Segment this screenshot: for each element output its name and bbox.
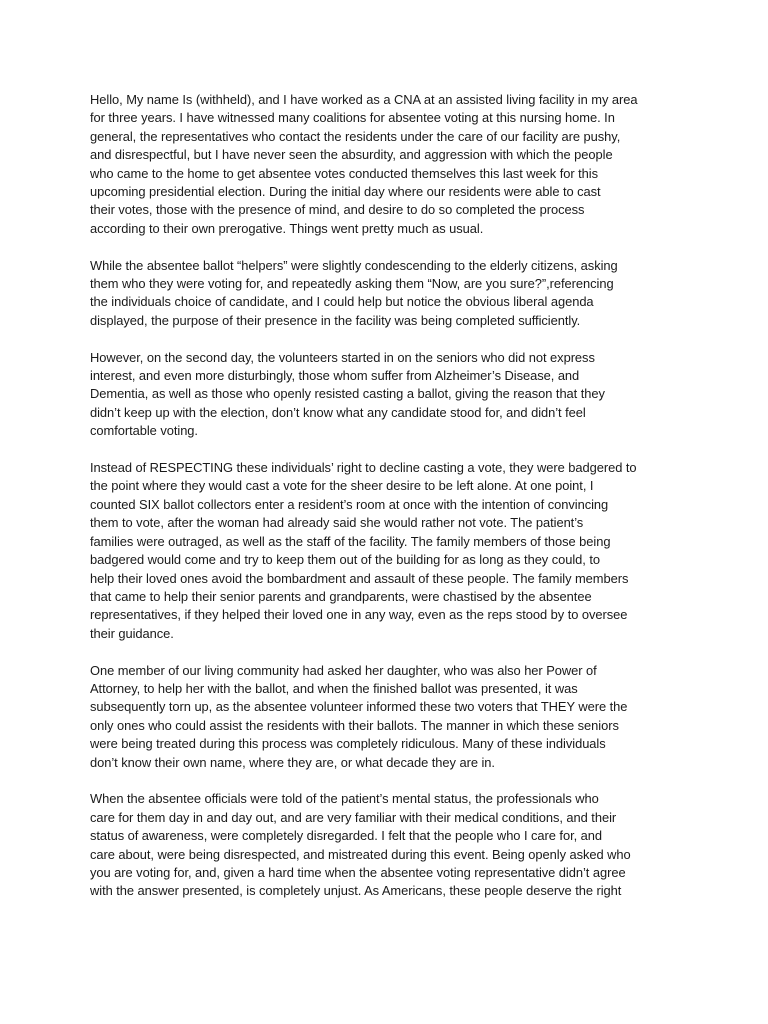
document-body — [90, 91, 685, 919]
paragraph — [90, 349, 685, 441]
text-line: their votes, those with the presence of mind, and desire to do so completed the process — [90, 202, 585, 218]
text-line: didn’t keep up with the election, don’t know what any candidate stood for, and didn’t feel — [90, 404, 586, 420]
text-line: help their loved ones avoid the bombardment and assault of these people. The family members — [90, 570, 629, 586]
text-line: general, the representatives who contact the residents under the care of our facility are pushy, — [90, 128, 621, 144]
text-line: upcoming presidential election. During the initial day where our residents were able to cast — [90, 184, 601, 200]
text-line: their guidance. — [90, 625, 174, 641]
text-line: the individuals choice of candidate, and I could help but notice the obvious liberal agenda — [90, 294, 594, 310]
text-line: comfortable voting. — [90, 423, 198, 439]
text-line: When the absentee officials were told of the patient’s mental status, the professionals who — [90, 791, 599, 807]
paragraph — [90, 257, 685, 331]
text-line: While the absentee ballot “helpers” were slightly condescending to the elderly citizens, asking — [90, 257, 618, 273]
text-line: One member of our living community had asked her daughter, who was also her Power of — [90, 662, 597, 678]
text-line: according to their own prerogative. Things went pretty much as usual. — [90, 220, 484, 236]
text-line: who came to the home to get absentee votes conducted themselves this last week for this — [90, 165, 598, 181]
text-line: displayed, the purpose of their presence in the facility was being completed sufficiently. — [90, 312, 581, 328]
text-line: Hello, My name Is (withheld), and I have worked as a CNA at an assisted living facility in my area — [90, 92, 638, 107]
text-line: that came to help their senior parents and grandparents, were chastised by the absentee — [90, 588, 592, 604]
text-line: them to vote, after the woman had already said she would rather not vote. The patient’s — [90, 515, 584, 531]
text-line: Instead of RESPECTING these individuals’ right to decline casting a vote, they were badgered to — [90, 460, 637, 476]
text-line: care about, were being disrespected, and mistreated during this event. Being openly asked who — [90, 846, 631, 862]
text-line: However, on the second day, the volunteers started in on the seniors who did not express — [90, 349, 595, 365]
text-line: the point where they would cast a vote for the sheer desire to be left alone. At one point, I — [90, 478, 594, 494]
text-line: them who they were voting for, and repeatedly asking them “Now, are you sure?”,referencing — [90, 276, 614, 292]
text-line: were being treated during this process was completely ridiculous. Many of these individuals — [90, 736, 606, 752]
text-line: badgered would come and try to keep them out of the building for as long as they could, to — [90, 552, 601, 568]
paragraph — [90, 459, 685, 643]
text-line: subsequently torn up, as the absentee volunteer informed these two voters that THEY were the — [90, 699, 628, 715]
text-line: families were outraged, as well as the staff of the facility. The family members of those being — [90, 533, 611, 549]
text-line: care for them day in and day out, and are very familiar with their medical conditions, and their — [90, 809, 617, 825]
text-line: you are voting for, and, given a hard time when the absentee voting representative didn’t agree — [90, 864, 626, 880]
text-line: status of awareness, were completely disregarded. I felt that the people who I care for, and — [90, 828, 603, 844]
text-line: for three years. I have witnessed many coalitions for absentee voting at this nursing home. In — [90, 110, 615, 126]
text-line: interest, and even more disturbingly, those whom suffer from Alzheimer’s Disease, and — [90, 368, 580, 384]
text-line: Dementia, as well as those who openly resisted casting a ballot, giving the reason that they — [90, 386, 605, 402]
text-line: and disrespectful, but I have never seen the absurdity, and aggression with which the people — [90, 147, 613, 163]
paragraph — [90, 662, 685, 772]
paragraph — [90, 790, 685, 900]
text-line: representatives, if they helped their loved one in any way, even as the reps stood by to oversee — [90, 607, 628, 623]
text-line: Attorney, to help her with the ballot, and when the finished ballot was presented, it was — [90, 680, 578, 696]
text-line: with the answer presented, is completely unjust. As Americans, these people deserve the right — [90, 883, 622, 899]
text-line: don’t know their own name, where they are, or what decade they are in. — [90, 754, 495, 770]
text-line: counted SIX ballot collectors enter a resident’s room at once with the intention of convincing — [90, 496, 609, 512]
text-line: only ones who could assist the residents with their ballots. The manner in which these seniors — [90, 717, 619, 733]
paragraph — [90, 91, 685, 238]
